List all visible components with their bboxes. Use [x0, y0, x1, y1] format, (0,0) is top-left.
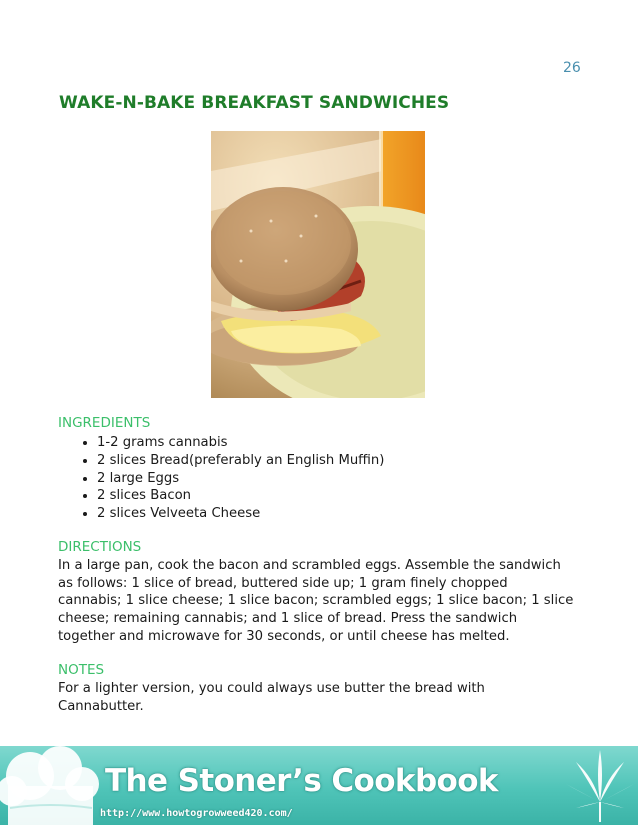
directions-text: In a large pan, cook the bacon and scrambled eggs. Assemble the sandwich as follows: 1 slice of bread, buttered side up; 1 gram finely chopped cannabis; 1 slice cheese; 1 slice bacon; scrambled eggs; 1 slice bacon; 1 slice cheese; remaining cannabis; and 1 slice of bread. Press the sandwich together and microwave for 30 seconds, or until cheese has melted.	[58, 558, 574, 644]
ingredient-item: • 2 slices Velveeta Cheese	[97, 505, 384, 523]
recipe-photo	[211, 131, 425, 398]
recipe-title: WAKE-N-BAKE BREAKFAST SANDWICHES	[59, 93, 450, 113]
ingredient-item: • 2 large Eggs	[97, 470, 384, 488]
ingredient-item: • 2 slices Bread(preferably an English Muffin)	[97, 452, 384, 470]
notes-heading: NOTES	[58, 662, 105, 678]
sandwich-illustration	[211, 131, 425, 398]
directions-heading: DIRECTIONS	[58, 539, 142, 555]
ingredients-heading: INGREDIENTS	[58, 415, 151, 431]
cannabis-leaf-icon	[562, 746, 638, 825]
ingredient-item: • 2 slices Bacon	[97, 487, 384, 505]
notes-text: For a lighter version, you could always use butter the bread with Cannabutter.	[58, 681, 485, 714]
footer-url[interactable]: http://www.howtogrowweed420.com/	[100, 808, 293, 819]
ingredient-item: • 1-2 grams cannabis	[97, 434, 384, 452]
footer-title: The Stoner’s Cookbook	[105, 763, 498, 799]
footer-banner	[0, 746, 638, 825]
chef-hat-icon	[0, 746, 100, 825]
ingredients-list	[58, 434, 384, 523]
page-number: 26	[563, 60, 581, 76]
